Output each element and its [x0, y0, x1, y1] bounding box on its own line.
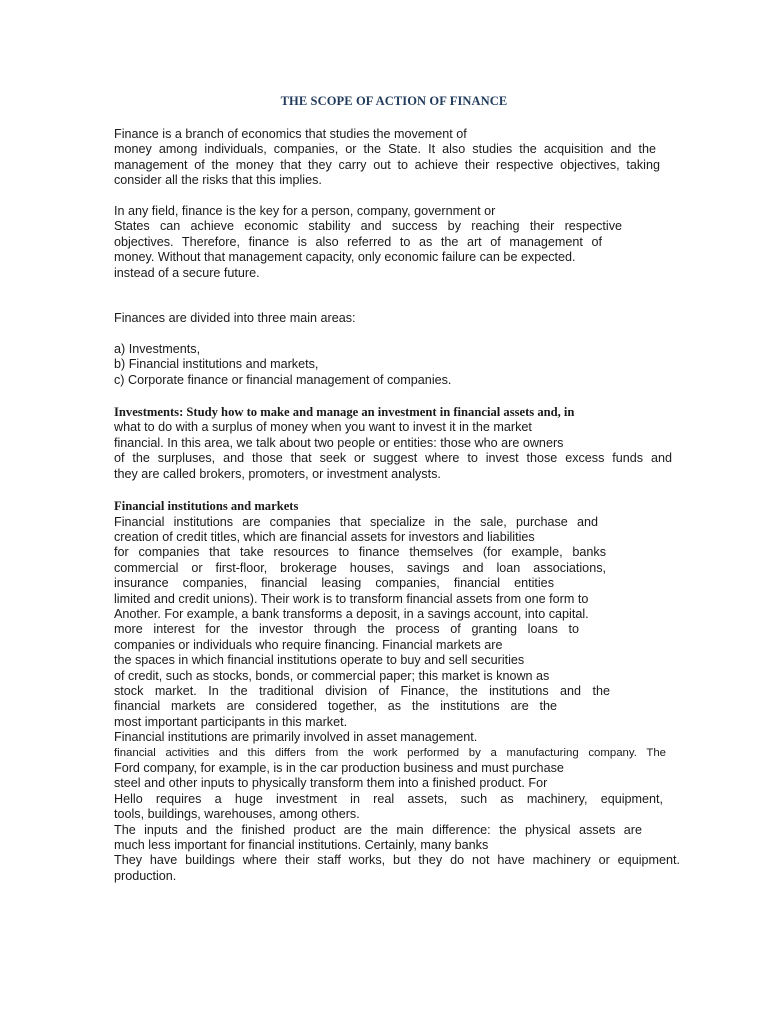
text-line: The inputs and the finished product are the main difference: the physical assets are: [114, 822, 642, 837]
areas-list: [114, 342, 674, 388]
text-line: production.: [114, 868, 177, 883]
text-line: more interest for the investor through the process of granting loans to: [114, 622, 579, 637]
text-line: financial markets are considered together, as the institutions are the: [114, 699, 557, 714]
text-line: consider all the risks that this implies.: [114, 173, 322, 188]
text-line: Ford company, for example, is in the car production business and must purchase: [114, 761, 564, 775]
document-title: THE SCOPE OF ACTION OF FINANCE: [280, 94, 508, 108]
text-line: tools, buildings, warehouses, among others.: [114, 807, 360, 822]
text-line: of the surpluses, and those that seek or suggest where to invest those excess funds and: [114, 451, 672, 466]
text-line: instead of a secure future.: [114, 265, 260, 280]
list-item: a) Investments,: [114, 341, 201, 356]
text-line: Finance is a branch of economics that studies the movement of: [114, 127, 467, 141]
section-investments: [114, 405, 674, 482]
text-line: steel and other inputs to physically transform them into a finished product. For: [114, 776, 548, 791]
text-line: stock market. In the traditional division of Finance, the institutions and the: [114, 683, 610, 698]
text-line: They have buildings where their staff works, but they do not have machinery or equipment.: [114, 853, 680, 868]
text-line: what to do with a surplus of money when you want to invest it in the market: [114, 420, 532, 435]
areas-intro: Finances are divided into three main areas:: [114, 311, 356, 326]
text-line: much less important for financial institutions. Certainly, many banks: [114, 838, 489, 853]
document-page: [114, 94, 680, 884]
list-item: b) Financial institutions and markets,: [114, 357, 319, 372]
text-line: Financial institutions are companies that specialize in the sale, purchase and: [114, 514, 598, 529]
text-line: insurance companies, financial leasing companies, financial entities: [114, 576, 554, 591]
text-line: limited and credit unions). Their work is to transform financial assets from one form to: [114, 591, 589, 606]
text-line: In any field, finance is the key for a person, company, government or: [114, 204, 496, 219]
text-line: commercial or first-floor, brokerage houses, savings and loan associations,: [114, 560, 606, 575]
section-institutions: [114, 499, 680, 884]
section-heading: Investments: Study how to make and manage an investment in financial assets and, in: [114, 405, 575, 420]
text-line: of credit, such as stocks, bonds, or commercial paper; this market is known as: [114, 668, 550, 683]
text-line: management of the money that they carry out to achieve their respective objectives, taking: [114, 157, 660, 172]
text-line: objectives. Therefore, finance is also referred to as the art of management of: [114, 234, 602, 249]
text-line: Hello requires a huge investment in real assets, such as machinery, equipment,: [114, 791, 663, 806]
paragraph-intro: [114, 127, 674, 189]
text-line: companies or individuals who require financing. Financial markets are: [114, 637, 503, 652]
text-line: States can achieve economic stability and success by reaching their respective: [114, 219, 622, 234]
text-line: the spaces in which financial institutions operate to buy and sell securities: [114, 653, 525, 668]
text-line: Financial institutions are primarily involved in asset management.: [114, 730, 478, 745]
text-line: Another. For example, a bank transforms a deposit, in a savings account, into capital.: [114, 606, 589, 621]
section-heading: Financial institutions and markets: [114, 499, 299, 514]
list-item: c) Corporate finance or financial management of companies.: [114, 372, 452, 387]
text-line: most important participants in this market.: [114, 714, 348, 729]
text-line: money among individuals, companies, or the State. It also studies the acquisition and the: [114, 142, 656, 157]
text-line: for companies that take resources to finance themselves (for example, banks: [114, 545, 606, 560]
text-line: money. Without that management capacity, only economic failure can be expected.: [114, 250, 576, 265]
text-line: financial activities and this differs from the work performed by a manufacturing company. The: [114, 746, 666, 759]
text-line: they are called brokers, promoters, or investment analysts.: [114, 466, 441, 481]
text-line: creation of credit titles, which are financial assets for investors and liabilities: [114, 529, 535, 544]
text-line: financial. In this area, we talk about two people or entities: those who are owners: [114, 435, 564, 450]
paragraph-field: [114, 204, 674, 281]
